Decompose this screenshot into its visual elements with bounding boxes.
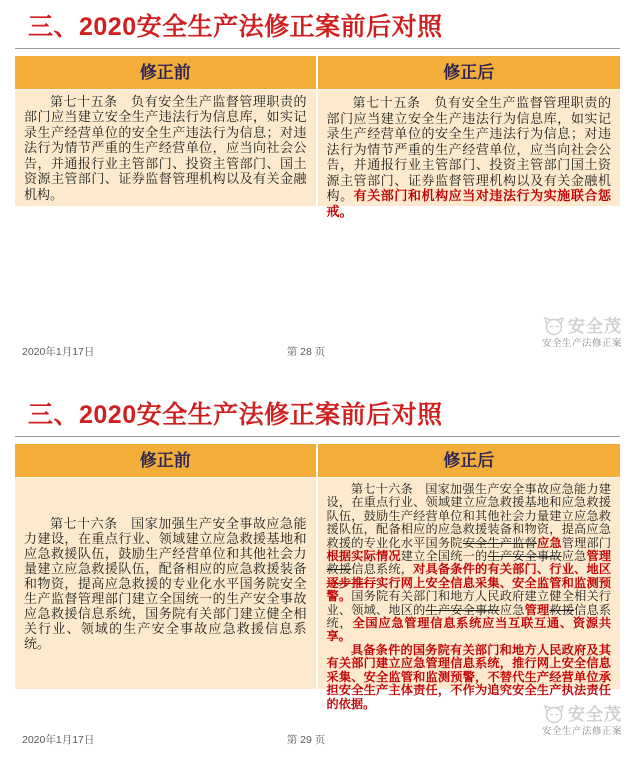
table-header-row [15, 444, 620, 477]
text-run: 救援 [326, 562, 352, 577]
table-body-row [15, 477, 620, 711]
cell-before-amendment [15, 478, 318, 689]
text-run: 管理 [586, 549, 612, 564]
law-article-paragraph [24, 516, 307, 651]
col-header-after: 修正后 [318, 444, 621, 477]
slide-page-29 [0, 388, 634, 776]
law-article-paragraph [327, 483, 612, 644]
footer-page-number: 第 29 页 [286, 734, 326, 746]
logo-subtitle: 安全生产法修正案 [541, 726, 622, 737]
table-body-row [15, 89, 620, 219]
text-run: 对具备条件的有关部门、行业、地区 [413, 562, 612, 577]
col-header-before: 修正前 [15, 444, 318, 477]
title-divider [15, 436, 620, 437]
footer-page-number: 第 28 页 [286, 346, 326, 358]
logo-name: 安全茂 [568, 704, 622, 724]
text-run: 安全生产监督 [462, 535, 537, 550]
title-divider [15, 48, 620, 49]
text-run: 管理部门 [561, 535, 612, 550]
text-run: 信息系统， [326, 602, 612, 631]
text-run: 根据实际情况 [326, 549, 401, 564]
text-run: 建立全国统一的 [400, 549, 488, 564]
comparison-table [15, 56, 620, 219]
text-run: 信息系统， [351, 562, 414, 577]
text-run: 第七十五条 负有安全生产监督管理职责的部门应当建立安全生产违法行为信息库，如实记录生产经营单位的安全生产违法行为信息；对违法行为情节严重的生产经营单位，应当向社会公告，并通报行业主管部门、投资主管部门、国土资源主管部门、证券监督管理机构以及有关金融机构。 [24, 93, 307, 202]
text-run: 应急 [561, 549, 587, 564]
law-article-paragraph [327, 644, 612, 711]
law-article-paragraph [24, 94, 307, 203]
text-run: 逐步推行 [326, 575, 377, 590]
logo-name: 安全茂 [568, 316, 622, 336]
law-article-paragraph [327, 95, 612, 219]
cat-face-icon [543, 316, 565, 336]
cell-after-amendment [318, 90, 621, 219]
col-header-after: 修正后 [318, 56, 621, 89]
cat-face-icon [543, 704, 565, 724]
text-run: 实行网上安全信息采集、安全监管和监测预警。 [326, 575, 612, 604]
text-run: 应急 [536, 535, 562, 550]
watermark-logo [542, 704, 622, 737]
logo-subtitle: 安全生产法修正案 [541, 338, 622, 349]
text-run: 国务院有关部门和地方人民政府建立健全相关行业、领域、地区的 [326, 589, 612, 617]
table-header-row [15, 56, 620, 89]
comparison-table [15, 444, 620, 711]
text-run: 全国应急管理信息系统应当互联互通、资源共享。 [326, 616, 612, 644]
watermark-logo [542, 316, 622, 349]
text-run: 具备条件的国务院有关部门和地方人民政府及其有关部门建立应急管理信息系统，推行网上安全信息采集、安全监管和监测预警，不替代生产经营单位承担安全生产主体责任，不作为追究安全生产执法责任的依据。 [326, 642, 611, 711]
logo-row [542, 316, 622, 336]
cell-after-amendment [318, 478, 621, 711]
text-run: 第七十六条 国家加强生产安全事故应急能力建设，在重点行业、领域建立应急救援基地和应急救援队伍，鼓励生产经营单位和其他社会力量建立应急救援队伍，配备相应的应急救援装备和物资，提高应急救援的专业化水平国务院 [326, 482, 611, 550]
text-run: 生产安全事故 [425, 602, 500, 617]
text-run: 第七十六条 国家加强生产安全事故应急能力建设，在重点行业、领域建立应急救援基地和应急救援队伍，鼓励生产经营单位和其他社会力量建立应急救援队伍，配备相应的应急救援装备和物资，提高应急救援的专业化水平国务院安全生产监督管理部门建立全国统一的生产安全事故应急救援信息系统，国务院有关部门建立健全相关行业、领域的生产安全事故应急救援信息系统。 [24, 516, 307, 651]
text-run: 有关部门和机构应当对违法行为实施联合惩戒。 [326, 188, 611, 219]
text-run: 生产安全事故 [487, 549, 562, 564]
text-run: 应急 [499, 602, 525, 617]
page-title: 三、2020安全生产法修正案前后对照 [28, 13, 443, 41]
footer-date: 2020年1月17日 [22, 734, 95, 746]
logo-row [542, 704, 622, 724]
text-run: 第七十五条 负有安全生产监督管理职责的部门应当建立安全生产违法行为信息库，如实记录生产经营单位的安全生产违法行为信息；对违法行为情节严重的生产经营单位，应当向社会公告，并通报行业主管部门、投资主管部门国土资源主管部门、证券监督管理机构以及有关金融机构。 [326, 95, 611, 203]
page-title: 三、2020安全生产法修正案前后对照 [28, 401, 443, 429]
cell-before-amendment [15, 90, 318, 206]
text-run: 管理 [524, 602, 550, 617]
footer-date: 2020年1月17日 [22, 346, 95, 358]
text-run: 救援 [549, 602, 575, 617]
col-header-before: 修正前 [15, 56, 318, 89]
